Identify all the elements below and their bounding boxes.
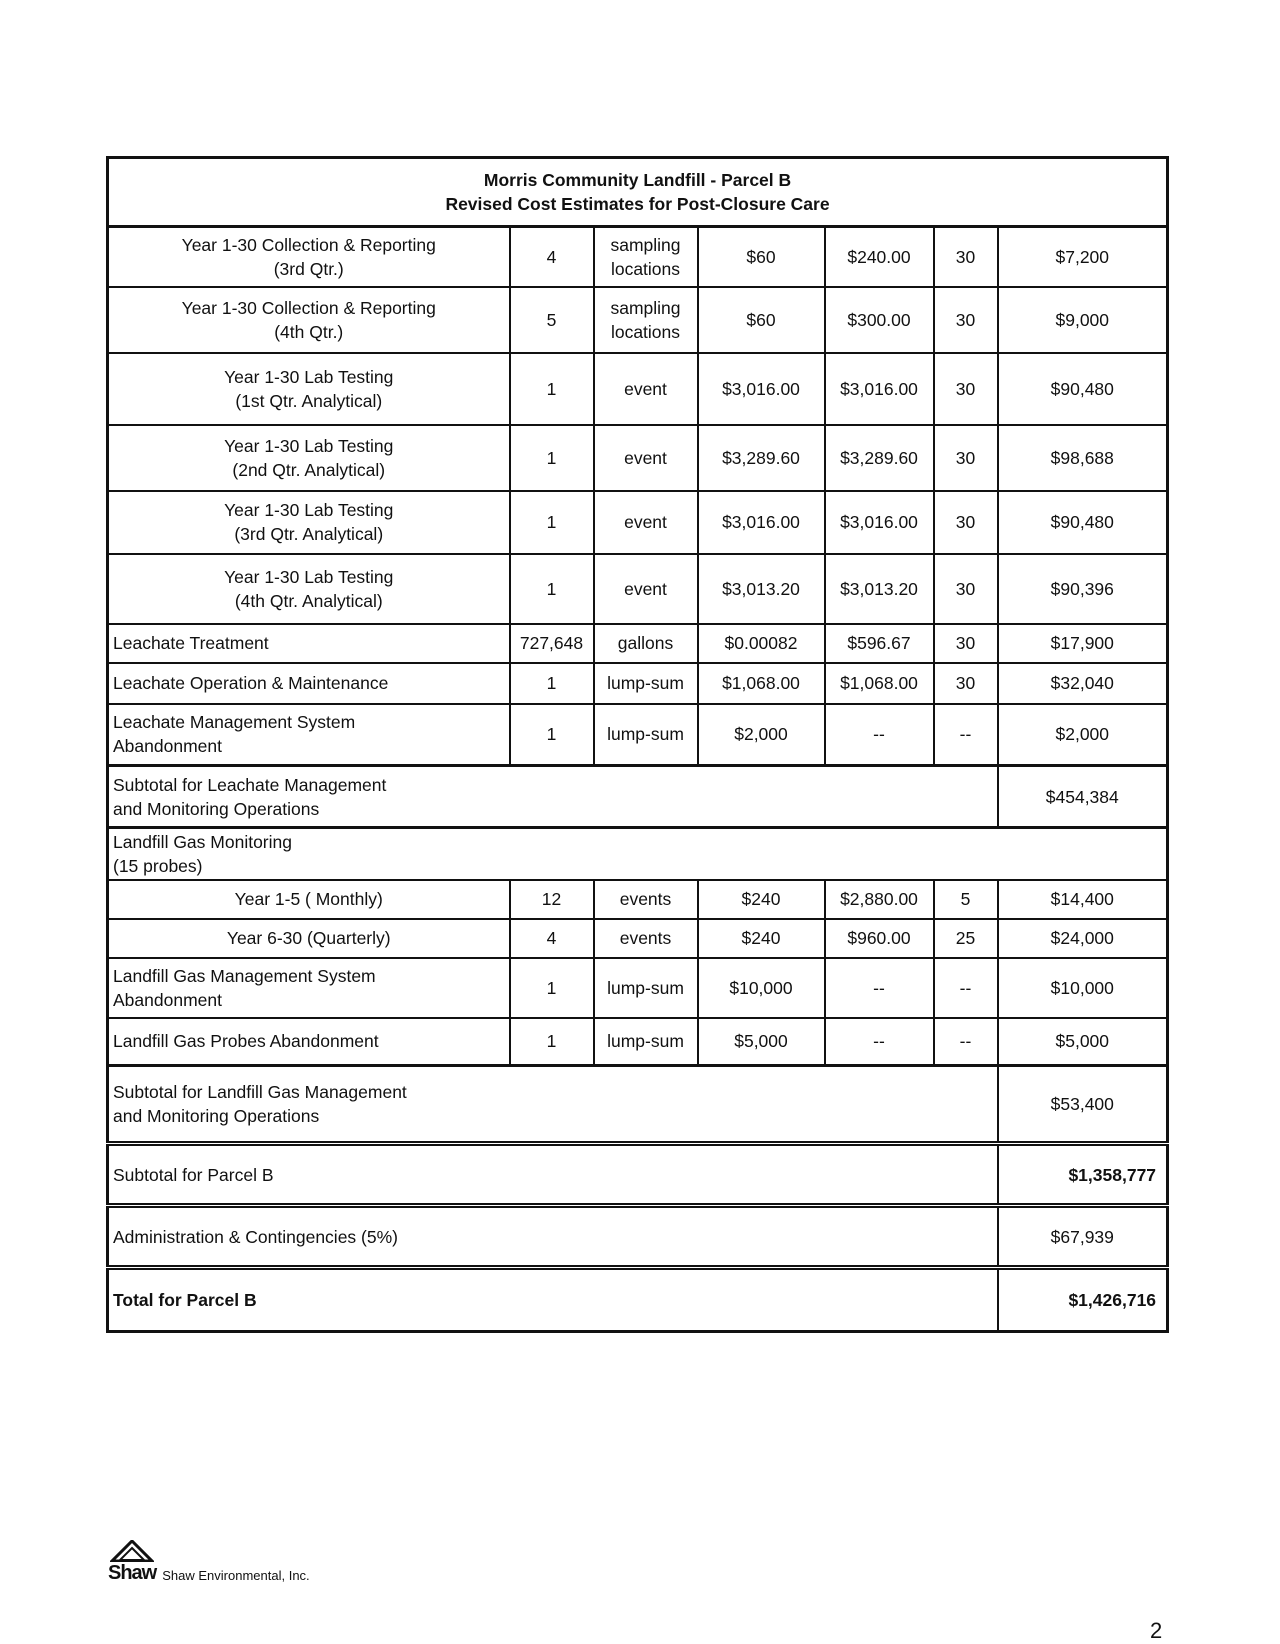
row-unit: event (594, 353, 698, 425)
row-qty: 1 (510, 353, 594, 425)
admin-label: Administration & Contingencies (5%) (108, 1206, 998, 1268)
row-unit: lump-sum (594, 958, 698, 1018)
table-row (108, 663, 1168, 704)
subtotal-parcel-row (108, 1144, 1168, 1206)
row-unit: lump-sum (594, 1018, 698, 1066)
table-title (108, 158, 1168, 227)
row-label: Year 1-30 Lab Testing (3rd Qtr. Analytical) (108, 491, 510, 554)
row-annual: $3,016.00 (825, 491, 934, 554)
row-years: 30 (934, 425, 998, 491)
row-unit: lump-sum (594, 704, 698, 766)
table-row (108, 704, 1168, 766)
row-total: $24,000 (998, 919, 1168, 958)
subtotal-parcel-total: $1,358,777 (998, 1144, 1168, 1206)
row-years: 30 (934, 287, 998, 353)
row-rate: $60 (698, 287, 825, 353)
row-total: $90,480 (998, 353, 1168, 425)
row-label: Landfill Gas Probes Abandonment (108, 1018, 510, 1066)
row-total: $17,900 (998, 624, 1168, 663)
row-annual: $596.67 (825, 624, 934, 663)
row-rate: $3,016.00 (698, 353, 825, 425)
table-row (108, 353, 1168, 425)
logo-wordmark: Shaw (108, 1562, 157, 1584)
row-qty: 1 (510, 1018, 594, 1066)
row-unit: lump-sum (594, 663, 698, 704)
subtotal-parcel-label: Subtotal for Parcel B (108, 1144, 998, 1206)
row-total: $90,480 (998, 491, 1168, 554)
row-unit: event (594, 425, 698, 491)
table-row (108, 958, 1168, 1018)
subtotal-gas-row (108, 1066, 1168, 1144)
row-years: 30 (934, 663, 998, 704)
cost-estimate-sheet (106, 156, 1166, 1333)
row-label: Year 1-5 ( Monthly) (108, 880, 510, 919)
table-row (108, 425, 1168, 491)
row-annual: $300.00 (825, 287, 934, 353)
row-years: -- (934, 704, 998, 766)
subtotal-gas-total: $53,400 (998, 1066, 1168, 1144)
row-rate: $0.00082 (698, 624, 825, 663)
row-qty: 1 (510, 491, 594, 554)
gas-monitoring-header-row (108, 828, 1168, 880)
grand-total-value: $1,426,716 (998, 1268, 1168, 1332)
row-qty: 4 (510, 227, 594, 287)
row-total: $9,000 (998, 287, 1168, 353)
row-total: $2,000 (998, 704, 1168, 766)
row-annual: $3,016.00 (825, 353, 934, 425)
subtotal-leachate-label: Subtotal for Leachate Management and Monitoring Operations (108, 766, 998, 828)
row-qty: 1 (510, 425, 594, 491)
row-rate: $60 (698, 227, 825, 287)
row-annual: $3,289.60 (825, 425, 934, 491)
row-unit: event (594, 491, 698, 554)
table-row (108, 554, 1168, 624)
row-years: 25 (934, 919, 998, 958)
row-total: $10,000 (998, 958, 1168, 1018)
page-number: 2 (1150, 1618, 1163, 1643)
table-row (108, 491, 1168, 554)
table-row (108, 919, 1168, 958)
row-label: Landfill Gas Management System Abandonment (108, 958, 510, 1018)
table-row (108, 624, 1168, 663)
row-label: Leachate Treatment (108, 624, 510, 663)
company-name: Shaw Environmental, Inc. (162, 1568, 310, 1583)
subtotal-gas-label: Subtotal for Landfill Gas Management and Monitoring Operations (108, 1066, 998, 1144)
admin-row (108, 1206, 1168, 1268)
cost-estimate-table (106, 156, 1169, 1333)
row-unit: events (594, 880, 698, 919)
row-label: Leachate Management System Abandonment (108, 704, 510, 766)
row-qty: 4 (510, 919, 594, 958)
row-total: $32,040 (998, 663, 1168, 704)
row-rate: $2,000 (698, 704, 825, 766)
admin-total: $67,939 (998, 1206, 1168, 1268)
row-rate: $1,068.00 (698, 663, 825, 704)
row-years: 30 (934, 491, 998, 554)
row-annual: -- (825, 1018, 934, 1066)
row-annual: -- (825, 958, 934, 1018)
gas-monitoring-header: Landfill Gas Monitoring (15 probes) (108, 828, 1168, 880)
row-years: -- (934, 958, 998, 1018)
row-years: 30 (934, 554, 998, 624)
table-row (108, 287, 1168, 353)
row-annual: $1,068.00 (825, 663, 934, 704)
triangle-logo-icon (110, 1540, 154, 1562)
row-years: 30 (934, 353, 998, 425)
row-qty: 727,648 (510, 624, 594, 663)
row-unit: event (594, 554, 698, 624)
row-qty: 1 (510, 704, 594, 766)
row-label: Year 1-30 Lab Testing (2nd Qtr. Analytical) (108, 425, 510, 491)
row-qty: 12 (510, 880, 594, 919)
row-total: $5,000 (998, 1018, 1168, 1066)
row-rate: $10,000 (698, 958, 825, 1018)
title-line-2: Revised Cost Estimates for Post-Closure Care (445, 194, 830, 214)
logo-mark (108, 1540, 156, 1585)
row-total: $7,200 (998, 227, 1168, 287)
row-unit: sampling locations (594, 287, 698, 353)
table-row (108, 880, 1168, 919)
row-annual: -- (825, 704, 934, 766)
row-rate: $5,000 (698, 1018, 825, 1066)
row-rate: $240 (698, 919, 825, 958)
row-unit: events (594, 919, 698, 958)
title-line-1: Morris Community Landfill - Parcel B (483, 170, 792, 190)
row-qty: 5 (510, 287, 594, 353)
grand-total-label: Total for Parcel B (108, 1268, 998, 1332)
row-annual: $2,880.00 (825, 880, 934, 919)
row-annual: $240.00 (825, 227, 934, 287)
company-logo (108, 1540, 310, 1585)
table-title-row (108, 158, 1168, 227)
subtotal-leachate-total: $454,384 (998, 766, 1168, 828)
row-unit: gallons (594, 624, 698, 663)
row-years: 30 (934, 624, 998, 663)
row-rate: $3,289.60 (698, 425, 825, 491)
row-label: Year 1-30 Lab Testing (4th Qtr. Analytical) (108, 554, 510, 624)
row-total: $90,396 (998, 554, 1168, 624)
row-label: Year 1-30 Lab Testing (1st Qtr. Analytical) (108, 353, 510, 425)
row-total: $14,400 (998, 880, 1168, 919)
row-label: Leachate Operation & Maintenance (108, 663, 510, 704)
row-qty: 1 (510, 663, 594, 704)
row-years: 30 (934, 227, 998, 287)
row-annual: $960.00 (825, 919, 934, 958)
row-annual: $3,013.20 (825, 554, 934, 624)
subtotal-leachate-row (108, 766, 1168, 828)
row-rate: $3,013.20 (698, 554, 825, 624)
row-total: $98,688 (998, 425, 1168, 491)
row-rate: $3,016.00 (698, 491, 825, 554)
row-qty: 1 (510, 554, 594, 624)
grand-total-row (108, 1268, 1168, 1332)
row-label: Year 1-30 Collection & Reporting (4th Qtr.) (108, 287, 510, 353)
table-row (108, 1018, 1168, 1066)
row-label: Year 1-30 Collection & Reporting (3rd Qtr.) (108, 227, 510, 287)
row-qty: 1 (510, 958, 594, 1018)
table-row (108, 227, 1168, 287)
row-label: Year 6-30 (Quarterly) (108, 919, 510, 958)
row-unit: sampling locations (594, 227, 698, 287)
row-rate: $240 (698, 880, 825, 919)
row-years: -- (934, 1018, 998, 1066)
row-years: 5 (934, 880, 998, 919)
